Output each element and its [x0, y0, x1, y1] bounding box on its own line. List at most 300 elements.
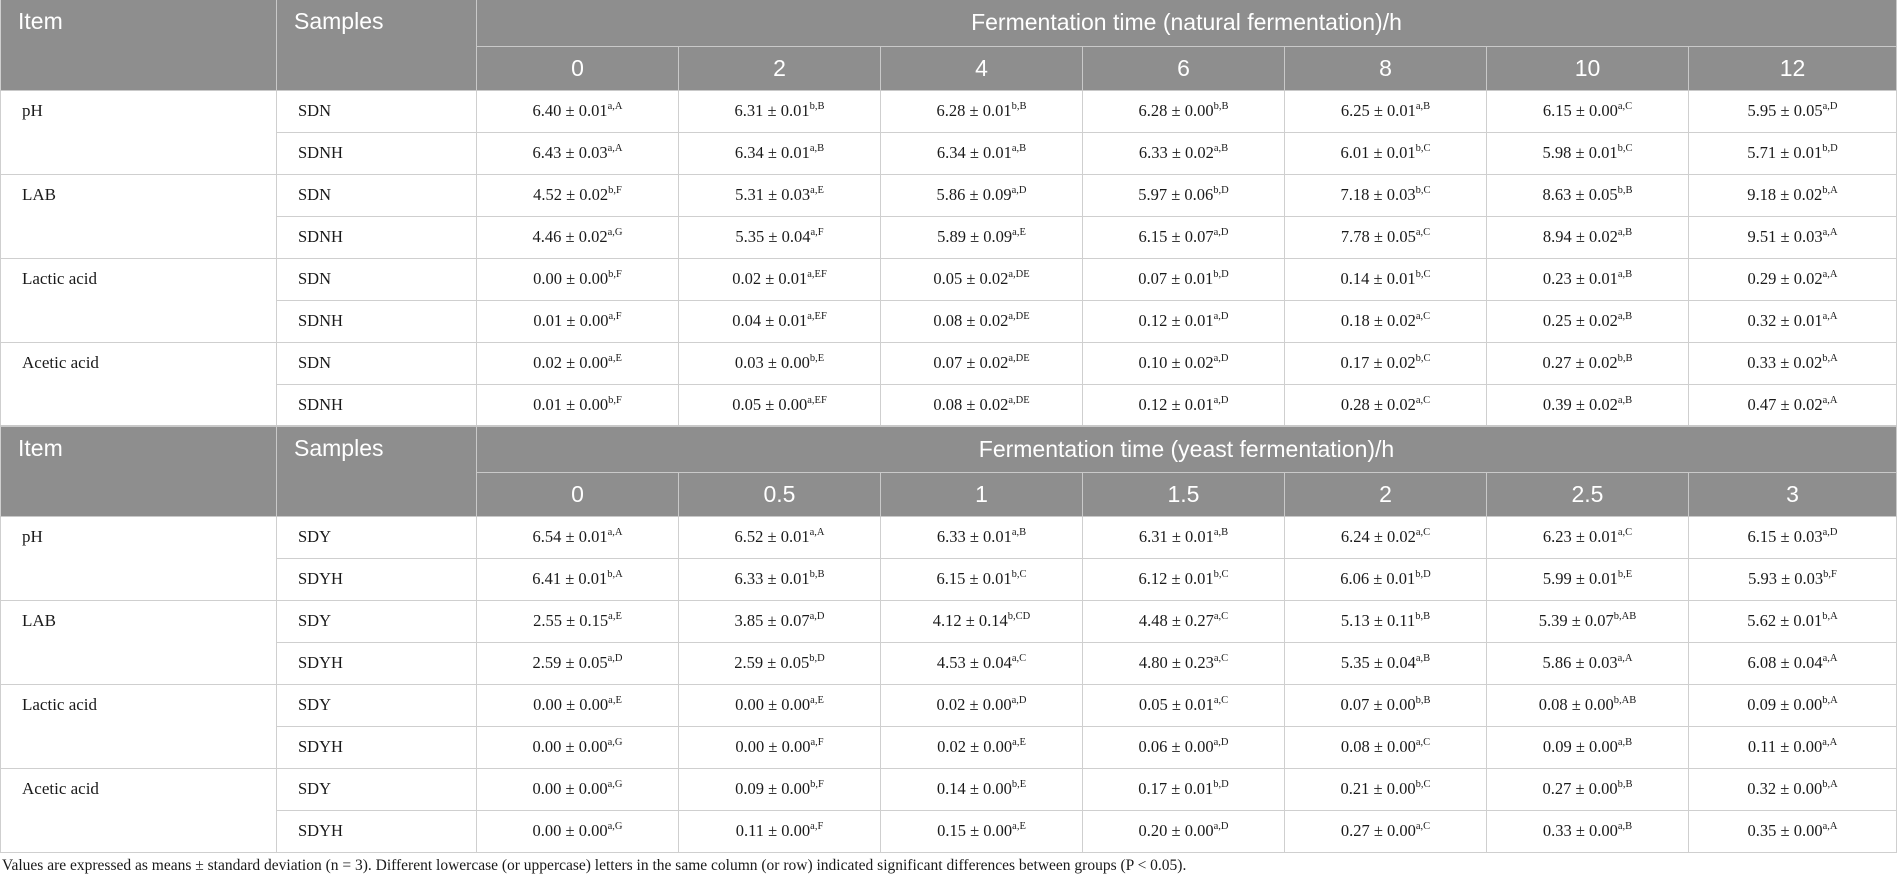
- mean-sd-value: 6.15 ± 0.03: [1747, 527, 1823, 546]
- significance-letters: a,B: [1617, 394, 1633, 406]
- mean-sd-value: 5.35 ± 0.04: [735, 227, 811, 246]
- samples-header: Samples: [277, 426, 477, 516]
- significance-letters: a,EF: [807, 311, 827, 322]
- timepoint-header: 4: [881, 46, 1083, 90]
- mean-sd-value: 0.17 ± 0.01: [1138, 779, 1214, 798]
- mean-sd-value: 5.13 ± 0.11: [1340, 611, 1416, 630]
- mean-sd-value: 8.94 ± 0.02: [1542, 227, 1618, 246]
- significance-letters: b,F: [1823, 569, 1837, 580]
- mean-sd-value: 0.07 ± 0.00: [1340, 695, 1416, 714]
- significance-letters: a,E: [608, 611, 622, 622]
- value-cell: [1487, 342, 1689, 384]
- significance-letters: a,D: [809, 611, 825, 622]
- mean-sd-value: 0.27 ± 0.00: [1340, 821, 1416, 840]
- timepoint-header: 1.5: [1083, 472, 1285, 516]
- value-cell: [1689, 684, 1897, 726]
- sample-label: SDN: [277, 90, 477, 132]
- header-row: [1, 0, 1897, 46]
- mean-sd-value: 6.12 ± 0.01: [1138, 569, 1214, 588]
- value-cell: [679, 558, 881, 600]
- value-cell: [881, 132, 1083, 174]
- mean-sd-value: 0.11 ± 0.00: [735, 821, 811, 840]
- value-cell: [1285, 726, 1487, 768]
- significance-letters: a,D: [1213, 821, 1229, 832]
- mean-sd-value: 0.01 ± 0.00: [533, 394, 609, 414]
- value-cell: [881, 642, 1083, 684]
- value-cell: [1083, 174, 1285, 216]
- significance-letters: a,B: [1213, 527, 1229, 538]
- significance-letters: a,C: [1213, 695, 1229, 706]
- significance-letters: a,A: [1822, 311, 1838, 322]
- value-cell: [679, 384, 881, 426]
- value-cell: [1285, 342, 1487, 384]
- significance-letters: b,A: [1822, 353, 1838, 364]
- table-row: [1, 384, 1897, 426]
- mean-sd-value: 0.08 ± 0.00: [1538, 695, 1614, 714]
- value-cell: [477, 90, 679, 132]
- value-cell: [477, 600, 679, 642]
- table-row: [1, 216, 1897, 258]
- timepoint-header: 1: [881, 472, 1083, 516]
- significance-letters: a,A: [1822, 394, 1838, 406]
- mean-sd-value: 2.59 ± 0.05: [734, 653, 810, 672]
- value-cell: [679, 216, 881, 258]
- mean-sd-value: 6.08 ± 0.04: [1747, 653, 1823, 672]
- mean-sd-value: 0.15 ± 0.00: [937, 821, 1013, 840]
- mean-sd-value: 0.09 ± 0.00: [1747, 695, 1823, 714]
- significance-letters: a,DE: [1008, 394, 1030, 406]
- significance-letters: a,A: [1822, 653, 1838, 664]
- sample-label: SDNH: [277, 300, 477, 342]
- item-label: pH: [1, 90, 277, 174]
- significance-letters: b,C: [1415, 143, 1431, 154]
- significance-letters: b,D: [1213, 185, 1229, 196]
- significance-letters: a,B: [1415, 653, 1431, 664]
- sample-label: SDYH: [277, 810, 477, 852]
- significance-letters: a,DE: [1008, 311, 1030, 322]
- mean-sd-value: 0.39 ± 0.02: [1542, 394, 1618, 414]
- value-cell: [1083, 810, 1285, 852]
- value-cell: [1487, 600, 1689, 642]
- value-cell: [1083, 90, 1285, 132]
- mean-sd-value: 5.71 ± 0.01: [1747, 143, 1823, 162]
- timepoint-header: 12: [1689, 46, 1897, 90]
- significance-letters: a,D: [1213, 737, 1229, 748]
- sample-label: SDNH: [277, 384, 477, 426]
- value-cell: [679, 600, 881, 642]
- mean-sd-value: 9.18 ± 0.02: [1747, 185, 1823, 204]
- significance-letters: b,A: [607, 569, 623, 580]
- value-cell: [1487, 216, 1689, 258]
- significance-letters: a,C: [1415, 394, 1431, 406]
- mean-sd-value: 4.12 ± 0.14: [932, 611, 1008, 630]
- significance-letters: a,C: [1213, 653, 1229, 664]
- mean-sd-value: 4.46 ± 0.02: [532, 227, 608, 246]
- significance-letters: a,F: [810, 737, 824, 748]
- mean-sd-value: 0.29 ± 0.02: [1747, 269, 1823, 288]
- significance-letters: a,E: [1012, 737, 1026, 748]
- mean-sd-value: 0.00 ± 0.00: [532, 779, 608, 798]
- value-cell: [1487, 90, 1689, 132]
- item-header: Item: [1, 0, 277, 90]
- value-cell: [477, 516, 679, 558]
- value-cell: [1083, 258, 1285, 300]
- mean-sd-value: 6.15 ± 0.07: [1138, 227, 1214, 246]
- significance-letters: b,D: [1213, 779, 1229, 790]
- value-cell: [679, 300, 881, 342]
- value-cell: [477, 300, 679, 342]
- value-cell: [1487, 516, 1689, 558]
- significance-letters: b,B: [1617, 353, 1633, 364]
- value-cell: [1689, 642, 1897, 684]
- mean-sd-value: 0.32 ± 0.00: [1747, 779, 1823, 798]
- significance-letters: b,A: [1822, 779, 1838, 790]
- mean-sd-value: 0.23 ± 0.01: [1542, 269, 1618, 288]
- mean-sd-value: 0.14 ± 0.00: [936, 779, 1012, 798]
- value-cell: [881, 342, 1083, 384]
- significance-letters: b,AB: [1613, 695, 1637, 706]
- value-cell: [1689, 768, 1897, 810]
- item-label: Lactic acid: [1, 684, 277, 768]
- value-cell: [679, 90, 881, 132]
- significance-letters: a,E: [608, 695, 622, 706]
- mean-sd-value: 0.11 ± 0.00: [1747, 737, 1823, 756]
- value-cell: [1487, 258, 1689, 300]
- value-cell: [881, 516, 1083, 558]
- significance-letters: b,F: [608, 185, 622, 196]
- mean-sd-value: 5.97 ± 0.06: [1138, 185, 1214, 204]
- value-cell: [477, 558, 679, 600]
- significance-letters: a,C: [1415, 311, 1431, 322]
- significance-letters: b,E: [1011, 779, 1027, 790]
- value-cell: [881, 768, 1083, 810]
- mean-sd-value: 7.18 ± 0.03: [1340, 185, 1416, 204]
- value-cell: [1285, 642, 1487, 684]
- sample-label: SDYH: [277, 642, 477, 684]
- mean-sd-value: 5.35 ± 0.04: [1340, 653, 1416, 672]
- value-cell: [1487, 558, 1689, 600]
- mean-sd-value: 8.63 ± 0.05: [1542, 185, 1618, 204]
- value-cell: [881, 384, 1083, 426]
- significance-letters: a,G: [607, 227, 623, 238]
- significance-letters: b,A: [1822, 185, 1838, 196]
- value-cell: [1487, 684, 1689, 726]
- value-cell: [679, 174, 881, 216]
- significance-letters: b,B: [1415, 695, 1431, 706]
- value-cell: [679, 684, 881, 726]
- mean-sd-value: 5.95 ± 0.05: [1747, 101, 1823, 120]
- value-cell: [477, 384, 679, 426]
- value-cell: [881, 684, 1083, 726]
- mean-sd-value: 6.33 ± 0.01: [936, 527, 1012, 546]
- table-row: [1, 600, 1897, 642]
- significance-letters: b,C: [1415, 269, 1431, 280]
- value-cell: [1689, 342, 1897, 384]
- mean-sd-value: 0.00 ± 0.00: [532, 737, 608, 756]
- significance-letters: a,C: [1011, 653, 1027, 664]
- mean-sd-value: 0.00 ± 0.00: [533, 695, 609, 714]
- table-row: [1, 132, 1897, 174]
- sample-label: SDY: [277, 516, 477, 558]
- significance-letters: a,B: [1617, 821, 1633, 832]
- value-cell: [1285, 384, 1487, 426]
- mean-sd-value: 0.08 ± 0.00: [1340, 737, 1416, 756]
- significance-letters: b,F: [810, 779, 824, 790]
- significance-letters: a,A: [1617, 653, 1633, 664]
- significance-letters: a,B: [1415, 101, 1431, 112]
- significance-letters: b,F: [608, 394, 622, 406]
- significance-letters: a,C: [1415, 821, 1431, 832]
- mean-sd-value: 6.52 ± 0.01: [734, 527, 810, 546]
- value-cell: [881, 726, 1083, 768]
- mean-sd-value: 0.33 ± 0.00: [1542, 821, 1618, 840]
- value-cell: [1083, 132, 1285, 174]
- significance-letters: a,A: [1822, 227, 1838, 238]
- mean-sd-value: 6.34 ± 0.01: [734, 143, 810, 162]
- table-row: [1, 300, 1897, 342]
- value-cell: [679, 132, 881, 174]
- value-cell: [1083, 216, 1285, 258]
- item-label: Lactic acid: [1, 258, 277, 342]
- mean-sd-value: 0.47 ± 0.02: [1747, 394, 1823, 414]
- value-cell: [1689, 516, 1897, 558]
- table-footnote: Values are expressed as means ± standard deviation (n = 3). Different lowercase (or uppercase) letters in the same column (or row) indicated significant differences between groups (P < 0.05).: [2, 857, 1187, 874]
- significance-letters: a,E: [1012, 227, 1026, 238]
- value-cell: [1487, 300, 1689, 342]
- mean-sd-value: 9.51 ± 0.03: [1747, 227, 1823, 246]
- mean-sd-value: 0.09 ± 0.00: [1542, 737, 1618, 756]
- value-cell: [1285, 684, 1487, 726]
- value-cell: [1689, 558, 1897, 600]
- value-cell: [1689, 726, 1897, 768]
- mean-sd-value: 5.98 ± 0.01: [1542, 143, 1618, 162]
- significance-letters: a,C: [1617, 101, 1633, 112]
- significance-letters: a,E: [810, 185, 824, 196]
- item-label: Acetic acid: [1, 768, 277, 852]
- table-row: [1, 768, 1897, 810]
- significance-letters: a,C: [1415, 527, 1431, 538]
- significance-letters: b,C: [1415, 185, 1431, 196]
- mean-sd-value: 0.25 ± 0.02: [1542, 311, 1618, 330]
- value-cell: [477, 768, 679, 810]
- table-row: [1, 258, 1897, 300]
- table-row: [1, 726, 1897, 768]
- header-row: [1, 426, 1897, 472]
- significance-letters: a,EF: [807, 269, 827, 280]
- significance-letters: b,B: [1617, 185, 1633, 196]
- value-cell: [1083, 558, 1285, 600]
- significance-letters: b,AB: [1613, 611, 1637, 622]
- significance-letters: a,A: [607, 527, 623, 538]
- significance-letters: a,D: [1213, 353, 1229, 364]
- significance-letters: a,E: [810, 695, 824, 706]
- mean-sd-value: 4.52 ± 0.02: [533, 185, 609, 204]
- value-cell: [1689, 174, 1897, 216]
- sample-label: SDN: [277, 174, 477, 216]
- value-cell: [1285, 600, 1487, 642]
- value-cell: [1285, 516, 1487, 558]
- mean-sd-value: 0.05 ± 0.01: [1138, 695, 1214, 714]
- value-cell: [1083, 516, 1285, 558]
- value-cell: [477, 342, 679, 384]
- timepoint-header: 2: [1285, 472, 1487, 516]
- significance-letters: a,E: [1012, 821, 1026, 832]
- value-cell: [1689, 258, 1897, 300]
- value-cell: [1083, 300, 1285, 342]
- timepoint-header: 0: [477, 472, 679, 516]
- value-cell: [881, 558, 1083, 600]
- table-body: [1, 0, 1897, 852]
- timepoint-header: 0: [477, 46, 679, 90]
- sample-label: SDY: [277, 768, 477, 810]
- table-row: [1, 174, 1897, 216]
- significance-letters: b,D: [809, 653, 825, 664]
- significance-letters: b,D: [1213, 269, 1229, 280]
- item-label: pH: [1, 516, 277, 600]
- value-cell: [1487, 810, 1689, 852]
- significance-letters: b,A: [1822, 611, 1838, 622]
- mean-sd-value: 5.89 ± 0.09: [937, 227, 1013, 246]
- value-cell: [1285, 132, 1487, 174]
- value-cell: [1285, 174, 1487, 216]
- significance-letters: a,D: [607, 653, 623, 664]
- significance-letters: a,B: [1617, 269, 1633, 280]
- value-cell: [679, 516, 881, 558]
- sample-label: SDYH: [277, 558, 477, 600]
- value-cell: [881, 258, 1083, 300]
- sample-label: SDNH: [277, 132, 477, 174]
- mean-sd-value: 0.02 ± 0.00: [937, 737, 1013, 756]
- value-cell: [1285, 216, 1487, 258]
- mean-sd-value: 6.31 ± 0.01: [734, 101, 810, 120]
- table-row: [1, 342, 1897, 384]
- value-cell: [1487, 768, 1689, 810]
- value-cell: [881, 90, 1083, 132]
- mean-sd-value: 6.54 ± 0.01: [532, 527, 608, 546]
- timepoint-header: 3: [1689, 472, 1897, 516]
- value-cell: [1083, 342, 1285, 384]
- mean-sd-value: 0.01 ± 0.00: [533, 311, 609, 330]
- mean-sd-value: 6.24 ± 0.02: [1340, 527, 1416, 546]
- significance-letters: a,DE: [1008, 269, 1030, 280]
- value-cell: [881, 810, 1083, 852]
- significance-letters: a,D: [1011, 185, 1027, 196]
- mean-sd-value: 0.05 ± 0.00: [732, 394, 808, 414]
- value-cell: [1083, 684, 1285, 726]
- mean-sd-value: 0.04 ± 0.01: [732, 311, 808, 330]
- mean-sd-value: 0.12 ± 0.01: [1138, 394, 1214, 414]
- mean-sd-value: 0.27 ± 0.00: [1542, 779, 1618, 798]
- mean-sd-value: 6.23 ± 0.01: [1542, 527, 1618, 546]
- value-cell: [1689, 600, 1897, 642]
- mean-sd-value: 0.12 ± 0.01: [1138, 311, 1214, 330]
- mean-sd-value: 4.53 ± 0.04: [936, 653, 1012, 672]
- mean-sd-value: 0.27 ± 0.02: [1542, 353, 1618, 372]
- significance-letters: a,D: [1822, 527, 1838, 538]
- mean-sd-value: 0.08 ± 0.02: [933, 394, 1009, 414]
- mean-sd-value: 5.86 ± 0.09: [936, 185, 1012, 204]
- value-cell: [1487, 642, 1689, 684]
- significance-letters: b,C: [1415, 353, 1431, 364]
- mean-sd-value: 0.07 ± 0.01: [1138, 269, 1214, 288]
- significance-letters: b,C: [1617, 143, 1633, 154]
- significance-letters: b,B: [1011, 101, 1027, 112]
- significance-letters: a,A: [1822, 269, 1838, 280]
- significance-letters: a,F: [608, 311, 622, 322]
- sample-label: SDY: [277, 600, 477, 642]
- mean-sd-value: 0.00 ± 0.00: [533, 269, 609, 288]
- value-cell: [477, 132, 679, 174]
- significance-letters: a,C: [1415, 227, 1431, 238]
- mean-sd-value: 6.31 ± 0.01: [1138, 527, 1214, 546]
- significance-letters: b,B: [809, 569, 825, 580]
- timepoint-header: 2: [679, 46, 881, 90]
- value-cell: [679, 642, 881, 684]
- mean-sd-value: 0.00 ± 0.00: [735, 695, 811, 714]
- mean-sd-value: 0.09 ± 0.00: [735, 779, 811, 798]
- value-cell: [1285, 258, 1487, 300]
- value-cell: [1689, 90, 1897, 132]
- table-row: [1, 516, 1897, 558]
- mean-sd-value: 0.05 ± 0.02: [933, 269, 1009, 288]
- value-cell: [679, 258, 881, 300]
- table-row: [1, 90, 1897, 132]
- table-row: [1, 810, 1897, 852]
- timepoint-header: 8: [1285, 46, 1487, 90]
- value-cell: [881, 300, 1083, 342]
- significance-letters: a,A: [1822, 737, 1838, 748]
- significance-letters: a,G: [607, 737, 623, 748]
- significance-letters: a,D: [1213, 311, 1229, 322]
- mean-sd-value: 0.02 ± 0.01: [732, 269, 808, 288]
- significance-letters: a,F: [810, 821, 824, 832]
- mean-sd-value: 0.35 ± 0.00: [1747, 821, 1823, 840]
- mean-sd-value: 6.43 ± 0.03: [532, 143, 608, 162]
- value-cell: [477, 258, 679, 300]
- significance-letters: b,D: [1822, 143, 1838, 154]
- significance-letters: b,D: [1415, 569, 1431, 580]
- value-cell: [1487, 174, 1689, 216]
- value-cell: [1285, 810, 1487, 852]
- significance-letters: a,B: [1617, 737, 1633, 748]
- value-cell: [1689, 300, 1897, 342]
- value-cell: [1083, 600, 1285, 642]
- mean-sd-value: 6.01 ± 0.01: [1340, 143, 1416, 162]
- value-cell: [477, 726, 679, 768]
- mean-sd-value: 0.02 ± 0.00: [936, 695, 1012, 714]
- significance-letters: b,C: [1415, 779, 1431, 790]
- value-cell: [881, 174, 1083, 216]
- section-caption: Fermentation time (yeast fermentation)/h: [477, 426, 1897, 472]
- value-cell: [881, 216, 1083, 258]
- significance-letters: b,F: [608, 269, 622, 280]
- significance-letters: b,B: [1213, 101, 1229, 112]
- significance-letters: b,C: [1213, 569, 1229, 580]
- significance-letters: a,G: [607, 821, 623, 832]
- significance-letters: b,E: [1617, 569, 1633, 580]
- significance-letters: a,B: [1213, 143, 1229, 154]
- value-cell: [1285, 558, 1487, 600]
- significance-letters: a,D: [1011, 695, 1027, 706]
- item-label: Acetic acid: [1, 342, 277, 426]
- mean-sd-value: 5.86 ± 0.03: [1542, 653, 1618, 672]
- significance-letters: a,A: [809, 527, 825, 538]
- significance-letters: a,B: [809, 143, 825, 154]
- value-cell: [881, 600, 1083, 642]
- value-cell: [1083, 384, 1285, 426]
- timepoint-header: 2.5: [1487, 472, 1689, 516]
- sample-label: SDN: [277, 342, 477, 384]
